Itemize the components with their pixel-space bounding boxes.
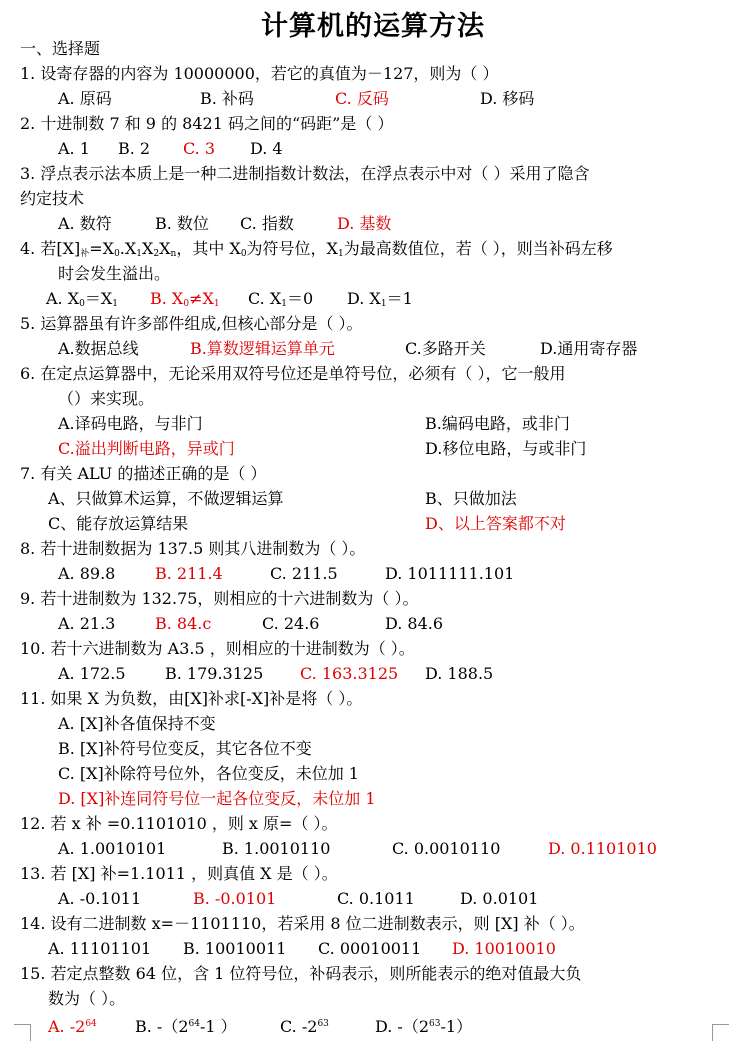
option-c: C. 指数: [240, 214, 294, 233]
option-b-answer: B. 84.c: [155, 614, 212, 633]
option-c-answer: C. 3: [183, 139, 216, 158]
question-number: 6.: [20, 364, 36, 383]
document-title: 计算机的运算方法: [261, 11, 485, 42]
option-c: C. 211.5: [270, 564, 338, 583]
option-c-answer: C. 163.3125: [300, 664, 399, 683]
question-11: [20, 689, 362, 709]
question-number: 2.: [20, 114, 36, 133]
option-a: A. 11101101: [48, 939, 152, 958]
question-text-continued: 时会发生溢出。: [58, 264, 171, 283]
question-15: [20, 964, 581, 984]
option-d-answer: D. 基数: [337, 214, 392, 233]
option-c: C. $-2^{63}$: [280, 1017, 329, 1036]
question-text: 若十进制数为 132.75，则相应的十六进制数为（ ）。: [40, 589, 419, 608]
question-8: [20, 539, 365, 559]
option-a: A.译码电路，与非门: [58, 414, 203, 433]
option-d-answer: D、以上答案都不对: [425, 514, 566, 533]
question-text: 在定点运算器中，无论采用双符号位还是单符号位，必须有（ ），它一般用: [40, 364, 566, 383]
option-c: C. [X]补除符号位外，各位变反，未位加 1: [58, 764, 359, 783]
question-9: [20, 589, 419, 609]
option-b-answer: B. 211.4: [155, 564, 223, 583]
option-b-answer: B.算数逻辑运算单元: [190, 339, 335, 358]
option-c: C. 0.1011: [337, 889, 415, 908]
question-7: [20, 464, 266, 484]
question-number: 13.: [20, 864, 46, 883]
question-text-continued: 约定技术: [20, 189, 85, 208]
option-d: D.通用寄存器: [540, 339, 638, 358]
option-d: D. 4: [250, 139, 283, 158]
option-d-answer: D. 0.1101010: [548, 839, 657, 858]
question-number: 14.: [20, 914, 46, 933]
question-number: 8.: [20, 539, 36, 558]
question-4: [20, 239, 613, 264]
option-a: A. $X_0=X_1$: [46, 289, 118, 309]
question-text: 若定点整数 64 位，含 1 位符号位，补码表示，则所能表示的绝对值最大负: [50, 964, 582, 983]
option-d: D. 1011111.101: [385, 564, 515, 583]
option-a: A. -0.1011: [58, 889, 142, 908]
question-number: 12.: [20, 814, 46, 833]
option-c: C. 0.0010110: [392, 839, 501, 858]
question-number: 4.: [20, 239, 36, 258]
question-number: 7.: [20, 464, 36, 483]
option-b-answer: B. $X_0\ne X_1$: [150, 289, 220, 309]
option-a: A. 原码: [58, 89, 112, 108]
option-b: B. 1.0010110: [222, 839, 331, 858]
question-5: [20, 314, 363, 334]
option-a: A. 1.0010101: [58, 839, 167, 858]
option-d: D.移位电路，与或非门: [425, 439, 587, 458]
question-text: 若 [X] 补=1.1011 ，则真值 X 是（ ）。: [50, 864, 338, 883]
option-c-answer: C.溢出判断电路，异或门: [58, 439, 235, 458]
option-b: B. 数位: [155, 214, 209, 233]
option-b: B. 补码: [200, 89, 254, 108]
question-number: 10.: [20, 639, 46, 658]
question-text: 设寄存器的内容为 10000000，若它的真值为－127，则为（ ）: [40, 64, 499, 83]
option-d-answer: D. 10010010: [452, 939, 556, 958]
option-b: B、只做加法: [425, 489, 517, 508]
question-text: 若$[X]_补=X_0.X_1X_2X_n$，其中 $X_0$为符号位，$X_1$为最高数值位，若（ ），则当补码左移: [40, 239, 613, 259]
option-a: A. 21.3: [58, 614, 116, 633]
option-a: A. 89.8: [58, 564, 116, 583]
question-text: 运算器虽有许多部件组成,但核心部分是（ ）。: [40, 314, 363, 333]
option-a: A. 数符: [58, 214, 112, 233]
question-12: [20, 814, 338, 834]
option-b: B. 2: [118, 139, 151, 158]
option-d: D. $X_1=1$: [347, 289, 413, 309]
option-d: D. 84.6: [385, 614, 444, 633]
question-6: [20, 364, 565, 384]
question-14: [20, 914, 585, 934]
question-text: 若 x 补 =0.1101010 ，则 x 原=（ ）。: [50, 814, 338, 833]
option-d-answer: D. [X]补连同符号位一起各位变反，未位加 1: [58, 789, 376, 808]
option-b: B. $-(2^{64}-1$ ）: [135, 1017, 237, 1036]
option-c: C、能存放运算结果: [48, 514, 189, 533]
page-corner-mark-left: [14, 1024, 31, 1041]
question-number: 9.: [20, 589, 36, 608]
question-10: [20, 639, 415, 659]
section-heading: 一、选择题: [20, 39, 101, 58]
option-a: A. 1: [58, 139, 90, 158]
question-text: 有关 ALU 的描述正确的是（ ）: [40, 464, 267, 483]
question-text: 设有二进制数 x=－1101110，若采用 8 位二进制数表示，则 [X] 补（ ）。: [50, 914, 585, 933]
question-text: 浮点表示法本质上是一种二进制指数计数法，在浮点表示中对（ ）采用了隐含: [40, 164, 590, 183]
option-a-answer: A. $-2^{64}$: [48, 1017, 97, 1036]
question-text: 若十进制数据为 137.5 则其八进制数为（ ）。: [40, 539, 366, 558]
question-13: [20, 864, 338, 884]
option-b: B.编码电路，或非门: [425, 414, 570, 433]
question-2: [20, 114, 393, 134]
option-d: D. 移码: [480, 89, 535, 108]
option-c: C. 24.6: [262, 614, 320, 633]
option-d: D. $-(2^{63}-1)$: [375, 1017, 473, 1036]
question-text: 若十六进制数为 A3.5 ，则相应的十进制数为（ ）。: [50, 639, 415, 658]
question-text-continued: （）来实现。: [58, 389, 155, 408]
option-c: C. 00010011: [318, 939, 422, 958]
option-a: A. 172.5: [58, 664, 126, 683]
question-number: 15.: [20, 964, 46, 983]
page-corner-mark-right: [712, 1024, 729, 1041]
question-text: 如果 X 为负数，由[X]补求[-X]补是将（ ）。: [50, 689, 363, 708]
question-number: 3.: [20, 164, 36, 183]
question-3: [20, 164, 589, 184]
option-c-answer: C. 反码: [335, 89, 389, 108]
question-1: [20, 64, 499, 84]
option-c: C. $X_1=0$: [248, 289, 314, 309]
question-text: 十进制数 7 和 9 的 8421 码之间的“码距”是（ ）: [40, 114, 394, 133]
option-c: C.多路开关: [405, 339, 486, 358]
option-b-answer: B. -0.0101: [193, 889, 277, 908]
option-b: B. 10010011: [183, 939, 287, 958]
option-b: B. 179.3125: [165, 664, 264, 683]
question-number: 5.: [20, 314, 36, 333]
question-number: 11.: [20, 689, 46, 708]
option-a: A. [X]补各值保持不变: [58, 714, 216, 733]
option-b: B. [X]补符号位变反，其它各位不变: [58, 739, 312, 758]
option-a: A.数据总线: [58, 339, 139, 358]
option-a: A、只做算术运算，不做逻辑运算: [48, 489, 284, 508]
option-d: D. 188.5: [425, 664, 494, 683]
question-text-continued: 数为（ ）。: [48, 989, 126, 1008]
option-d: D. 0.0101: [460, 889, 539, 908]
question-number: 1.: [20, 64, 36, 83]
